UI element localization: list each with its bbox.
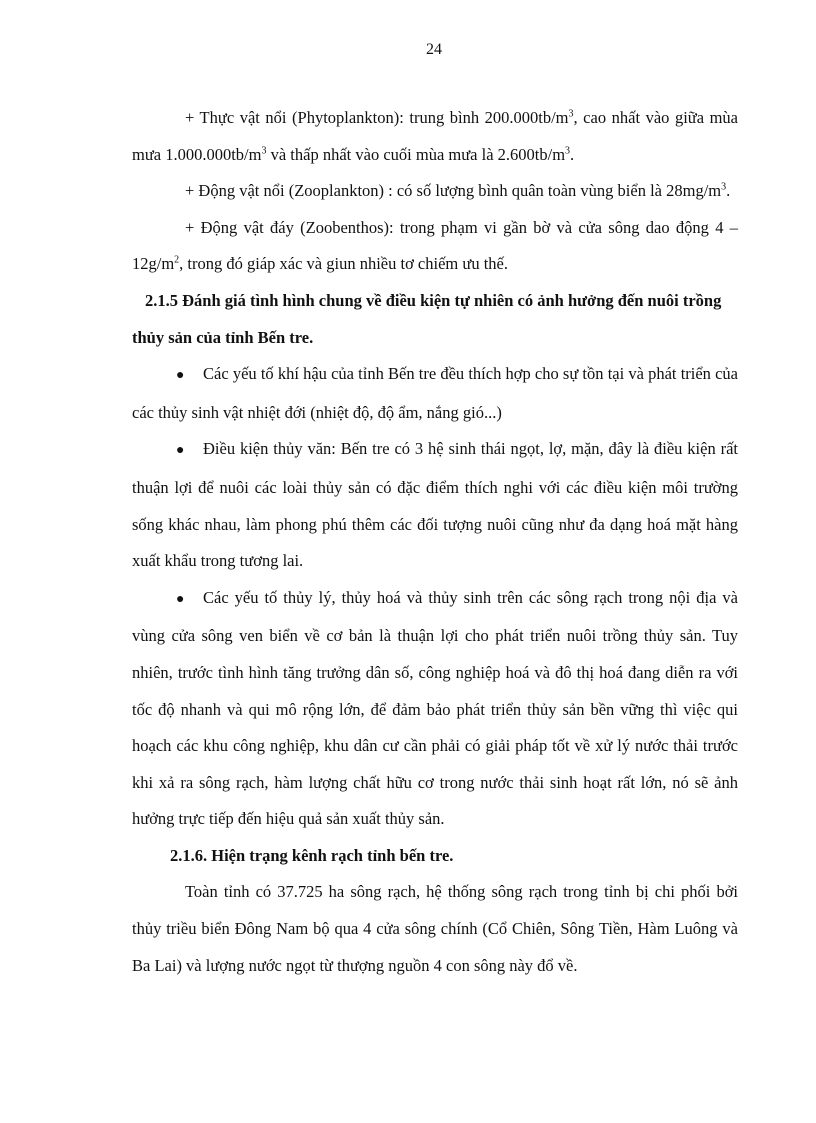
zooplankton-paragraph <box>132 173 738 210</box>
bullet-icon: ● <box>176 368 185 384</box>
bullet-icon: ● <box>176 591 185 607</box>
benthos-text: + Động vật đáy (Zoobenthos): trong phạm vi gần bờ và cửa sông dao động 4 – 12g/m <box>132 217 738 274</box>
phyto-text-2: , cao nhất vào giữa mùa mưa 1.000.000tb/m <box>132 108 738 164</box>
section-heading-2-1-5: 2.1.5 Đánh giá tình hình chung về điều kiện tự nhiên có ảnh hưởng đến nuôi trồng thủy sản của tỉnh Bến tre. <box>132 290 722 347</box>
document-body <box>132 100 738 984</box>
bullet-icon: ● <box>176 443 185 459</box>
phyto-text-3: và thấp nhất vào cuối mùa mưa là 2.600tb/m <box>266 144 566 164</box>
bullet-text: Điều kiện thủy văn: Bến tre có 3 hệ sinh thái ngọt, lợ, mặn, đây là điều kiện rất thuận lợi để nuôi các loài thủy sản có đặc điểm thích nghi với các điều kiện môi trường sống khác nhau, làm phong phú thêm các đối tượng nuôi cũng như đa dạng hoá mặt hàng xuất khẩu trong tương lai. <box>132 439 738 571</box>
bullet-text: Các yếu tố thủy lý, thủy hoá và thủy sinh trên các sông rạch trong nội địa và vùng cửa sông ven biển về cơ bản là thuận lợi cho phát triển nuôi trồng thủy sản. Tuy nhiên, trước tình hình tăng trưởng dân số, công nghiệp hoá và đô thị hoá đang diễn ra với tốc độ nhanh và qui mô rộng lớn, để đảm bảo phát triển thủy sản bền vững thì việc qui hoạch các khu công nghiệp, khu dân cư cần phải có giải pháp tốt về xử lý nước thải trước khi xả ra sông rạch, hàm lượng chất hữu cơ trong nước thải sinh hoạt rất lớn, nó sẽ ảnh hưởng trực tiếp đến hiệu quả sản xuất thủy sản. <box>132 587 738 829</box>
benthos-sup: 2 <box>174 254 180 266</box>
phyto-text-1: + Thực vật nổi (Phytoplankton): trung bình 200.000tb/m <box>185 108 569 127</box>
canal-status-paragraph: Toàn tỉnh có 37.725 ha sông rạch, hệ thống sông rạch trong tỉnh bị chi phối bởi thủy triều biển Đông Nam bộ qua 4 cửa sông chính (Cổ Chiên, Sông Tiền, Hàm Luông và Ba Lai) và lượng nước ngọt từ thượng nguồn 4 con sông này đổ về. <box>132 882 738 975</box>
bullet-item-hydrology <box>132 431 738 579</box>
zoo-sup: 3 <box>721 181 727 193</box>
phyto-sup-3: 3 <box>565 145 571 157</box>
section-heading-2-1-6: 2.1.6. Hiện trạng kênh rạch tỉnh bến tre. <box>170 845 454 865</box>
phyto-sup-1: 3 <box>568 108 574 120</box>
phyto-text-end: . <box>570 144 575 164</box>
bullet-text: Các yếu tố khí hậu của tỉnh Bến tre đều thích hợp cho sự tồn tại và phát triển của các thủy sinh vật nhiệt đới (nhiệt độ, độ ẩm, nắng gió...) <box>132 364 738 422</box>
bullet-item-physical-factors <box>132 580 738 838</box>
zoo-text-end: . <box>726 181 731 201</box>
phyto-sup-2: 3 <box>261 145 267 157</box>
page-number: 24 <box>426 41 442 58</box>
bullet-item-climate <box>132 356 738 431</box>
benthos-text-end: , trong đó giáp xác và giun nhiều tơ chiếm ưu thế. <box>179 254 508 274</box>
zoo-text: + Động vật nổi (Zooplankton) : có số lượng bình quân toàn vùng biển là 28mg/m <box>185 181 722 201</box>
zoobenthos-paragraph <box>132 210 738 283</box>
phytoplankton-paragraph <box>132 100 738 173</box>
